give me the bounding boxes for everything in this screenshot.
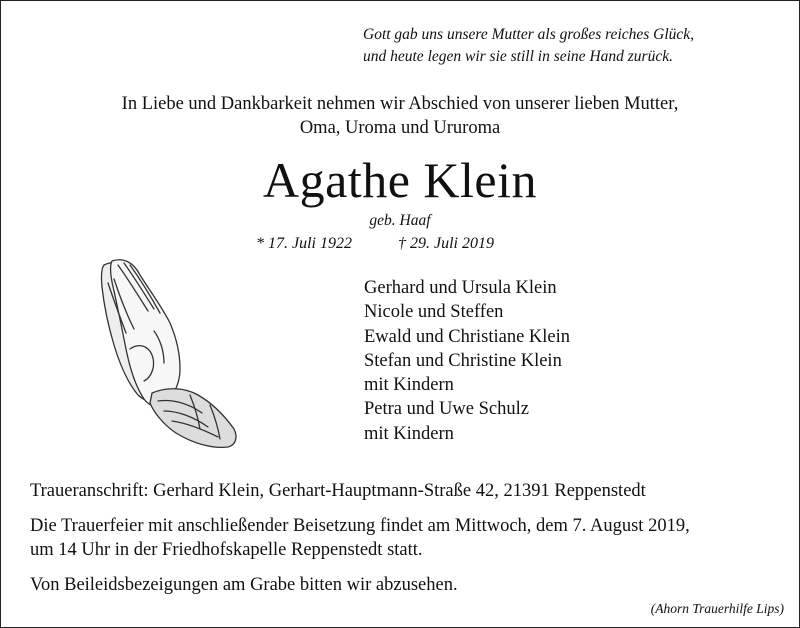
mourning-address: Traueranschrift: Gerhard Klein, Gerhart-Hauptmann-Straße 42, 21391 Reppenstedt <box>30 481 646 501</box>
mourner-line: Petra und Uwe Schulz <box>364 399 529 420</box>
mourner-line: Ewald und Christiane Klein <box>364 326 571 347</box>
condolences-note: Von Beileidsbezeigungen am Grabe bitten wir abzusehen. <box>30 575 458 595</box>
mourner-line: Nicole und Steffen <box>364 302 504 323</box>
motto-line-1: Gott gab uns unsere Mutter als großes reiches Glück, <box>363 26 695 43</box>
mourner-line: Stefan und Christine Klein <box>364 350 562 371</box>
birth-date: * 17. Juli 1922 <box>256 235 352 252</box>
death-date: † 29. Juli 2019 <box>398 235 494 252</box>
mourners-list <box>364 276 570 446</box>
maiden-name: geb. Haaf <box>369 212 431 229</box>
intro-line-2: Oma, Uroma und Ururoma <box>299 118 501 138</box>
funeral-service-info <box>30 514 690 562</box>
motto-line-2: und heute legen wir sie still in seine Hand zurück. <box>363 48 673 65</box>
motto-verse <box>363 24 694 68</box>
service-line-2: um 14 Uhr in der Friedhofskapelle Reppenstedt statt. <box>30 540 423 560</box>
mourner-line: Gerhard und Ursula Klein <box>364 278 557 298</box>
mourner-line: mit Kindern <box>364 375 454 396</box>
praying-hands-icon <box>94 253 246 453</box>
intro-text <box>0 92 800 140</box>
intro-line-1: In Liebe und Dankbarkeit nehmen wir Abschied von unserer lieben Mutter, <box>121 94 679 114</box>
funeral-home-credit: (Ahorn Trauerhilfe Lips) <box>650 601 784 616</box>
deceased-name: Agathe Klein <box>263 152 537 208</box>
service-line-1: Die Trauerfeier mit anschließender Beisetzung findet am Mittwoch, dem 7. August 2019, <box>30 516 690 536</box>
mourner-line: mit Kindern <box>364 423 454 444</box>
